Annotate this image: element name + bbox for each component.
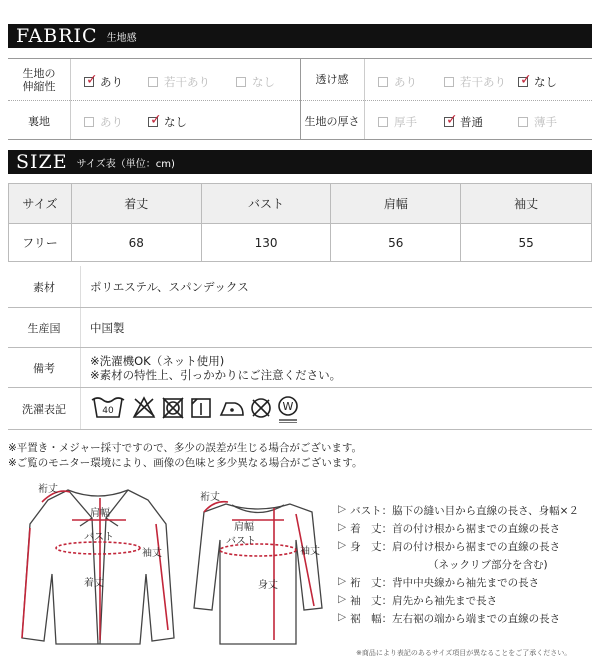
care-row — [8, 388, 592, 430]
svg-text:W: W — [282, 400, 294, 413]
size-header-cell: 肩幅 — [331, 184, 461, 224]
stretch-option-no: なし — [236, 74, 275, 90]
definition-item: ▷ 袖 丈 ：肩先から袖先まで長さ — [338, 593, 498, 607]
thickness-option-normal: ✓ 普通 — [446, 112, 483, 129]
material-label: 素材 — [33, 280, 55, 294]
line-dry-shade-icon — [192, 399, 210, 417]
size-table-header — [9, 184, 592, 224]
definition-item: ▷ 裾 幅 ：左右裾の端から端までの直線の長さ — [338, 611, 561, 625]
size-header-cell: 袖丈 — [461, 184, 592, 224]
definition-item: ▷ 身 丈 ：肩の付け根から裾までの直線の長さ — [338, 539, 561, 553]
size-header-cell: サイズ — [9, 184, 72, 224]
stretch-option-slight: 若干あり — [148, 74, 210, 90]
label-yuki-right: 裄丈 — [200, 492, 220, 503]
thickness-option-thick: 厚手 — [378, 114, 417, 130]
definition-item: ▷ バスト ：脇下の縫い目から直線の長さ、身幅×２ — [338, 503, 579, 517]
label-kata-left: 肩幅 — [90, 508, 110, 519]
svg-text:40: 40 — [102, 406, 114, 416]
size-header — [8, 150, 592, 174]
wet-clean-icon — [279, 397, 297, 423]
remarks-label: 備考 — [33, 361, 55, 375]
label-mitake: 身丈 — [258, 580, 278, 591]
size-cell: フリー — [9, 224, 72, 262]
size-title: SIZE — [16, 151, 68, 173]
note-measure: ※平置き・メジャー採寸ですので、多少の誤差が生じる場合がございます。 — [8, 442, 363, 454]
fabric-header — [8, 24, 592, 48]
size-header-cell: 着丈 — [71, 184, 201, 224]
label-kata-right: 肩幅 — [234, 522, 254, 533]
sheer-option-yes: あり — [378, 74, 417, 90]
remarks-row — [8, 348, 592, 388]
definition-item: ▷ 裄 丈 ：背中中央線から袖先までの長さ — [338, 575, 540, 589]
size-cell: 68 — [71, 224, 201, 262]
material-value: ポリエステル、スパンデックス — [90, 279, 249, 294]
no-bleach-icon — [134, 398, 154, 417]
size-table — [8, 183, 592, 262]
label-sode-right: 袖丈 — [300, 546, 320, 557]
tshirt-drawing — [194, 504, 322, 644]
size-cell: 56 — [331, 224, 461, 262]
definition-item: ▷ 着 丈 ：首の付け根から裾までの直線の長さ — [338, 521, 561, 535]
fabric-table — [8, 58, 592, 140]
lining-option-yes: あり — [84, 114, 123, 130]
label-yuki-left: 裄丈 — [38, 484, 58, 495]
size-header-cell: バスト — [201, 184, 331, 224]
info-table — [8, 266, 592, 430]
remarks-value: ※洗濯機OK（ネット使用) ※素材の特性上、引っかかりにご注意ください。 — [90, 353, 342, 382]
label-kitake: 着丈 — [84, 578, 104, 589]
origin-label: 生産国 — [27, 321, 61, 335]
stretch-label: 生地の 伸縮性 — [22, 67, 56, 93]
definition-item: （ネックリブ部分を含む) — [428, 559, 548, 571]
size-cell: 130 — [201, 224, 331, 262]
thickness-option-thin: 薄手 — [518, 114, 557, 130]
size-cell: 55 — [461, 224, 592, 262]
label-bust-left: バスト — [84, 532, 114, 543]
no-dryclean-icon — [252, 399, 270, 417]
no-tumble-dry-icon — [163, 398, 183, 418]
lining-option-no: ✓ なし — [150, 112, 187, 129]
label-bust-right: バスト — [226, 536, 256, 547]
fabric-subtitle: 生地感 — [106, 32, 137, 44]
stretch-option-yes: ✓ あり — [86, 72, 123, 89]
origin-value: 中国製 — [90, 320, 125, 335]
definitions-list — [338, 503, 600, 629]
size-table-row — [9, 224, 592, 262]
care-label: 洗濯表記 — [22, 402, 66, 416]
measurement-diagram — [8, 478, 336, 668]
note-color: ※ご覧のモニター環境により、画像の色味と多少異なる場合がございます。 — [8, 457, 363, 469]
care-icons — [88, 391, 328, 423]
measure-lines — [22, 491, 314, 640]
care-symbols — [80, 391, 328, 426]
material-row — [8, 266, 592, 308]
label-sode-left: 袖丈 — [142, 548, 162, 559]
wash-40-icon — [92, 398, 124, 417]
size-subtitle: サイズ表（単位：cm) — [76, 158, 175, 170]
sheer-label: 透け感 — [315, 73, 349, 86]
iron-low-icon — [221, 403, 243, 415]
thickness-label: 生地の厚さ — [304, 115, 360, 128]
sheer-option-slight: 若干あり — [444, 74, 506, 90]
lining-label: 裏地 — [28, 115, 50, 128]
sheer-option-no: ✓ なし — [520, 72, 557, 89]
fabric-title: FABRIC — [16, 25, 98, 47]
origin-row — [8, 308, 592, 348]
footnote: ※商品により表記のあるサイズ項目が異なることをご了承ください。 — [356, 649, 572, 657]
